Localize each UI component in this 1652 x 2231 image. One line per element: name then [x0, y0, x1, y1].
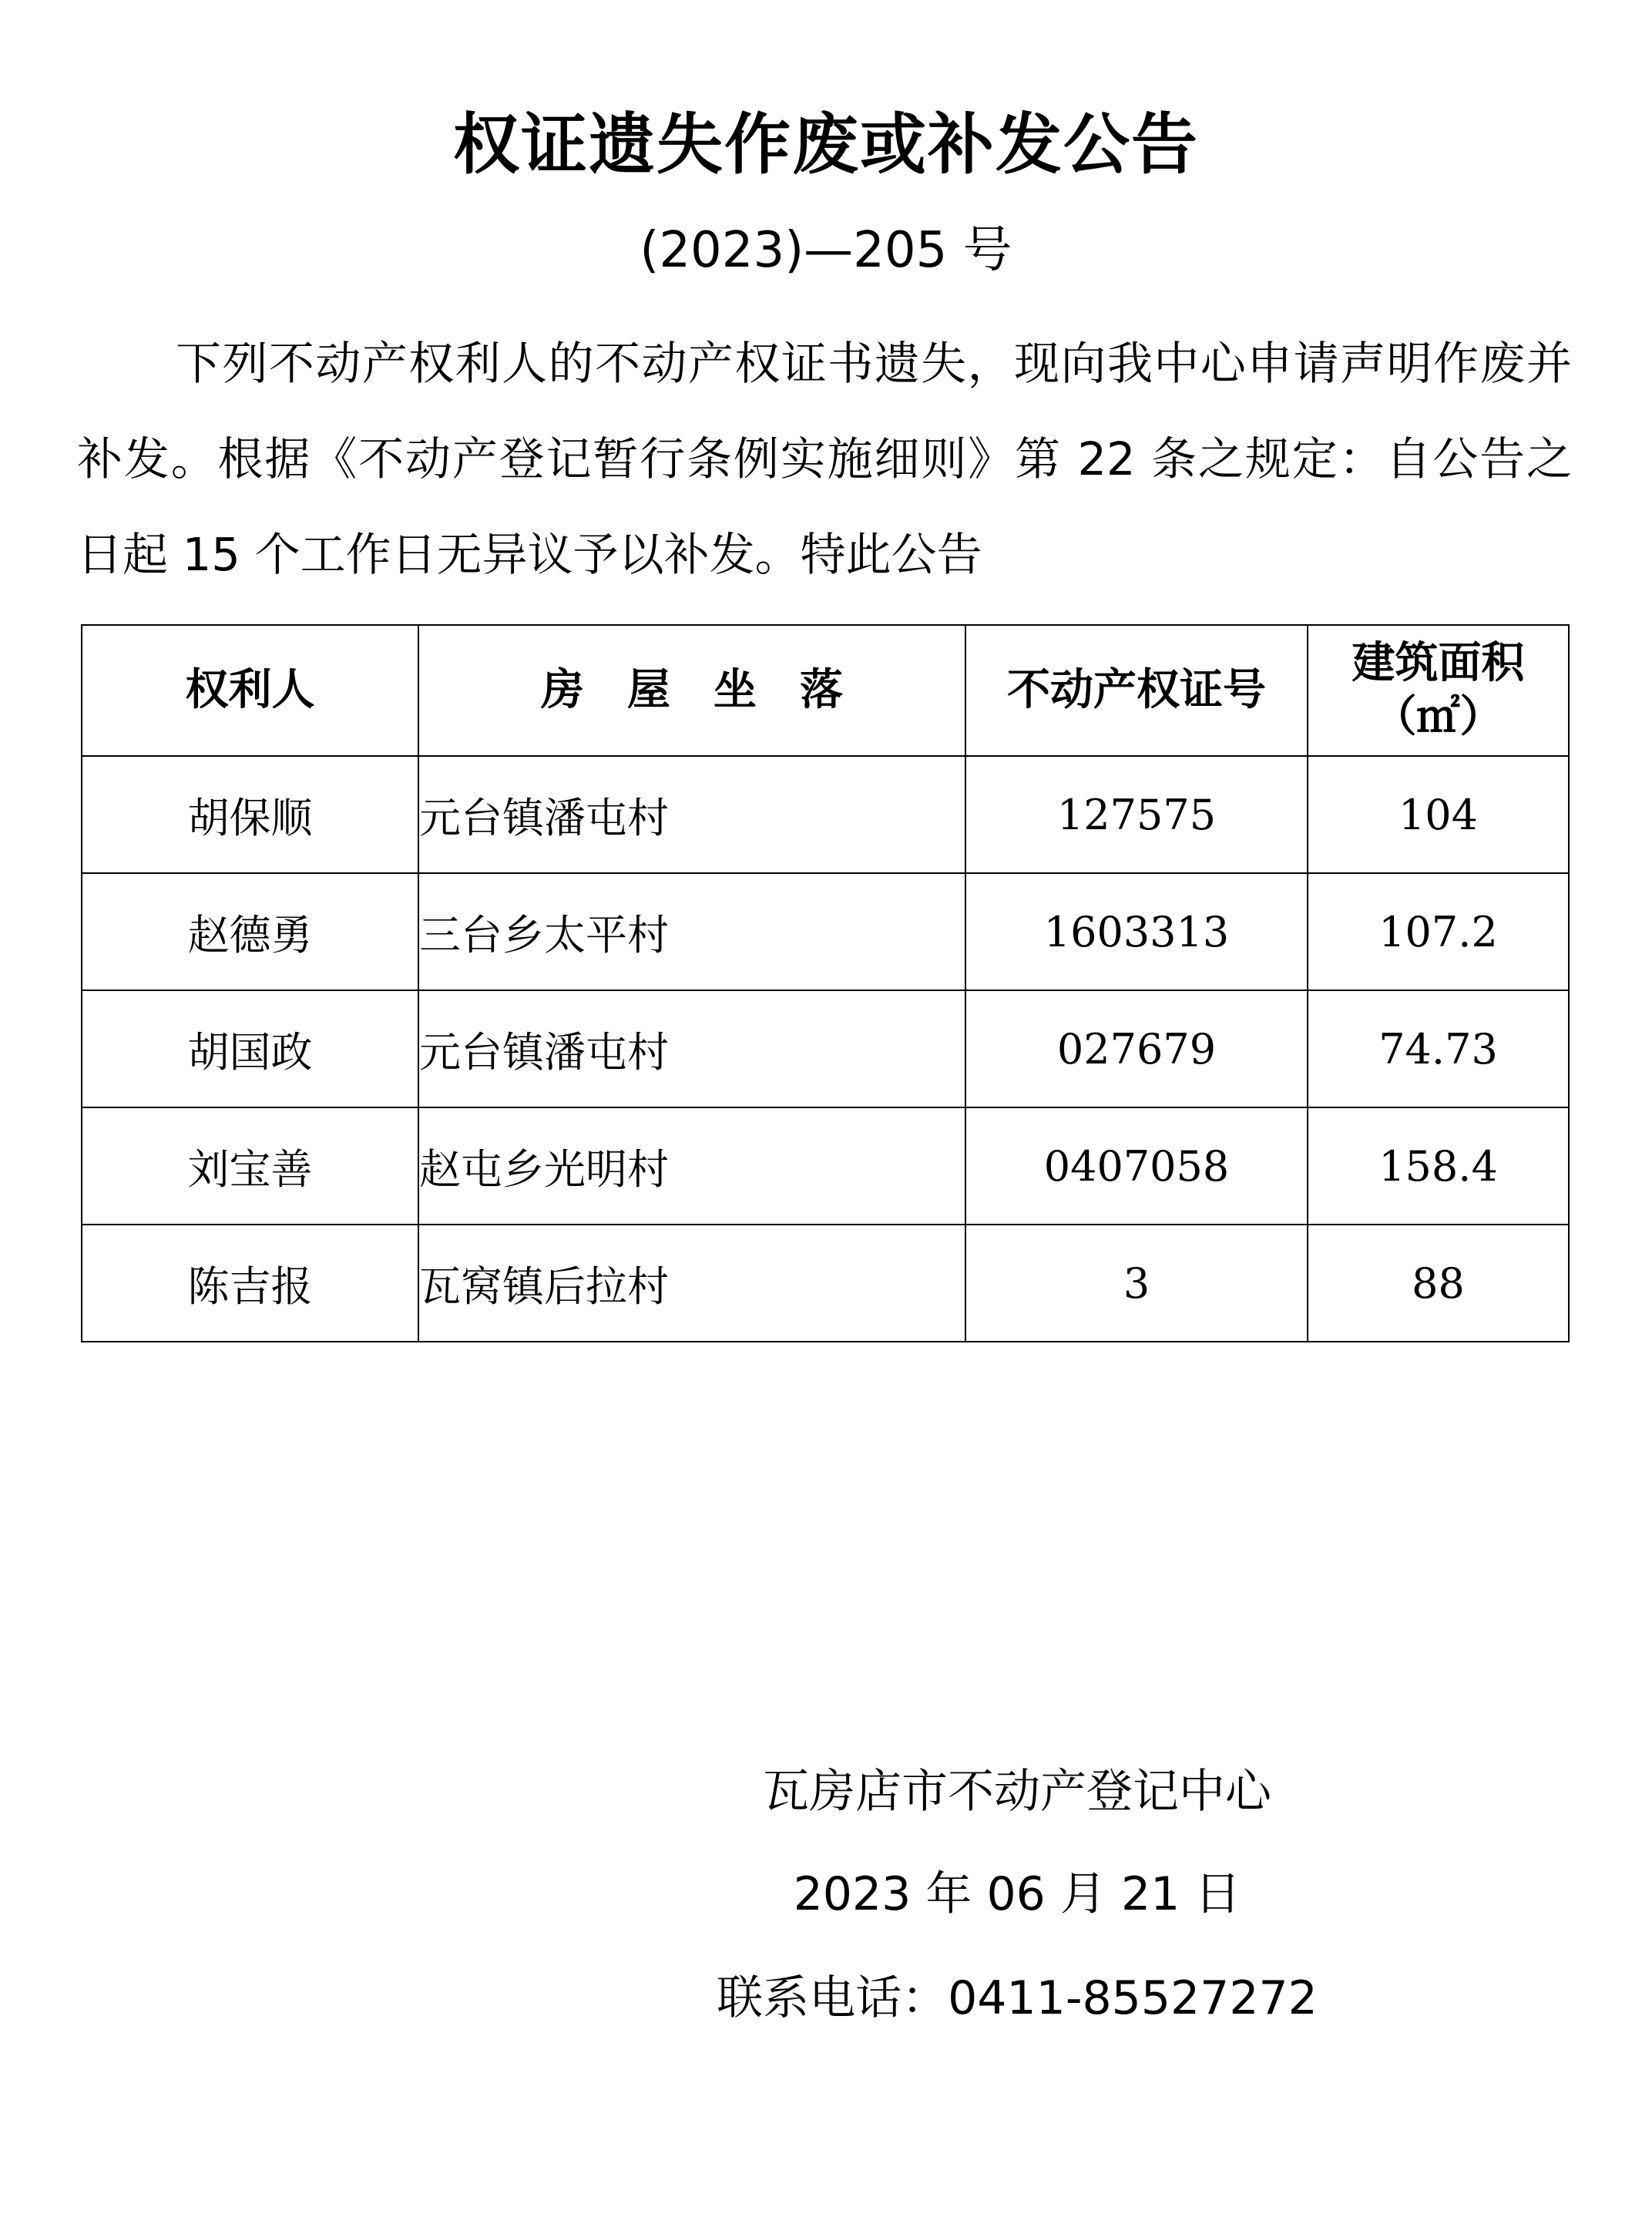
cell-cert: 0407058 — [965, 1107, 1308, 1225]
header-area-unit: （㎡） — [1373, 692, 1503, 742]
cell-location: 元台镇潘屯村 — [418, 990, 965, 1107]
cell-holder: 赵德勇 — [82, 873, 418, 990]
cell-holder: 陈吉报 — [82, 1225, 418, 1342]
table-row — [82, 990, 1569, 1107]
issuing-organization: 瓦房店市不动产登记中心 — [763, 1765, 1271, 1819]
header-area-label: 建筑面积 — [1351, 638, 1525, 688]
notice-number: (2023)—205 号 — [640, 222, 1012, 279]
cell-location: 瓦窝镇后拉村 — [418, 1225, 965, 1342]
cell-area: 158.4 — [1308, 1107, 1569, 1225]
cell-cert: 127575 — [965, 756, 1308, 873]
cell-location: 元台镇潘屯村 — [418, 756, 965, 873]
cell-holder: 胡国政 — [82, 990, 418, 1107]
header-location: 房屋坐落 — [418, 625, 965, 756]
notice-title: 权证遗失作废或补发公告 — [453, 106, 1199, 183]
header-area — [1308, 625, 1569, 756]
notice-body: 下列不动产权利人的不动产权证书遗失，现向我中心申请声明作废并补发。根据《不动产登记暂行条例实施细则》第 22 条之规定：自公告之日起 15 个工作日无异议予以补发。特此公告 — [77, 337, 1572, 581]
header-holder: 权利人 — [82, 625, 418, 756]
table-row — [82, 873, 1569, 990]
cell-holder: 刘宝善 — [82, 1107, 418, 1225]
cell-cert: 027679 — [965, 990, 1308, 1107]
cell-area: 107.2 — [1308, 873, 1569, 990]
records-table — [81, 624, 1570, 1342]
cell-location: 三台乡太平村 — [418, 873, 965, 990]
cell-area: 88 — [1308, 1225, 1569, 1342]
cell-holder: 胡保顺 — [82, 756, 418, 873]
table-row — [82, 1107, 1569, 1225]
issue-date: 2023 年 06 月 21 日 — [793, 1867, 1241, 1921]
table-row — [82, 756, 1569, 873]
cell-area: 74.73 — [1308, 990, 1569, 1107]
header-cert: 不动产权证号 — [965, 625, 1308, 756]
cell-cert: 3 — [965, 1225, 1308, 1342]
table-header-row — [82, 625, 1569, 756]
cell-location: 赵屯乡光明村 — [418, 1107, 965, 1225]
contact-phone: 联系电话：0411-85527272 — [717, 1971, 1318, 2025]
cell-area: 104 — [1308, 756, 1569, 873]
cell-cert: 1603313 — [965, 873, 1308, 990]
table-row — [82, 1225, 1569, 1342]
